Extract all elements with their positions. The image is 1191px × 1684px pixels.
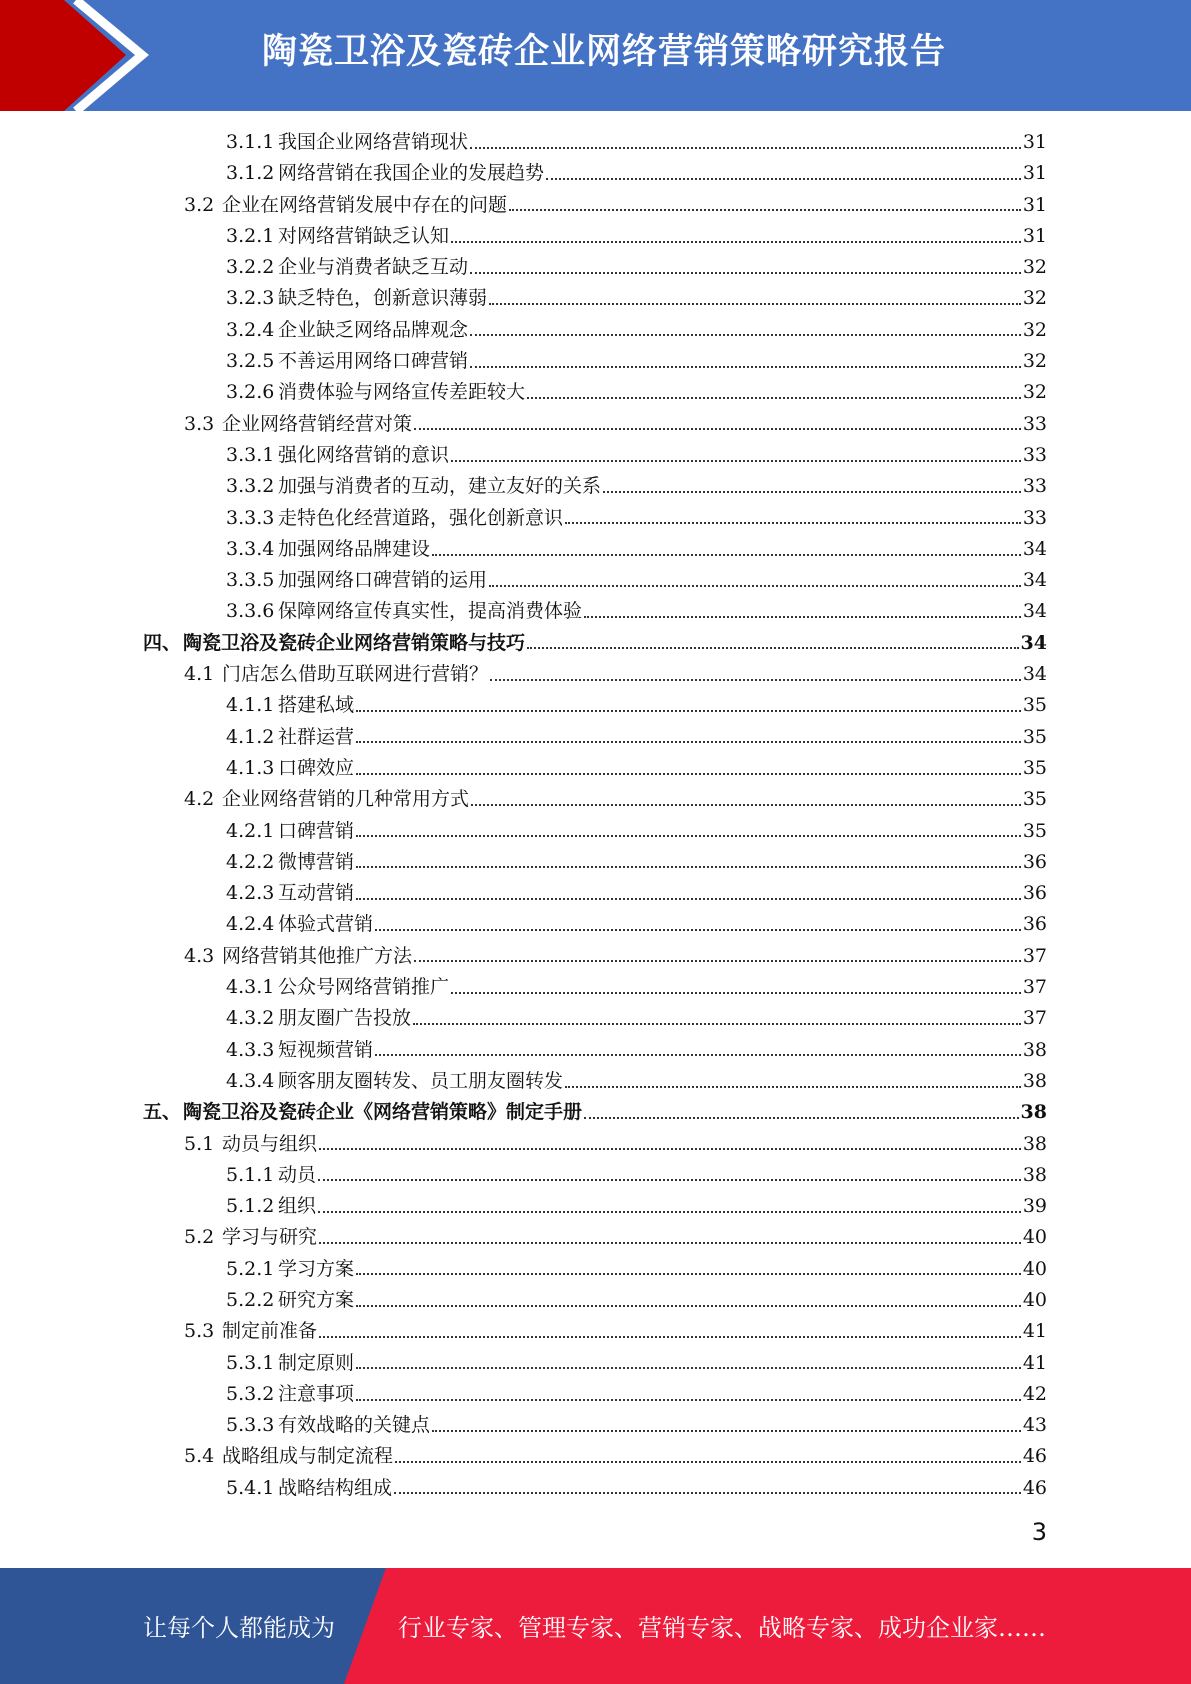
toc-entry-page: 33 [1022, 475, 1047, 498]
toc-entry-page: 32 [1022, 381, 1047, 404]
toc-entry-line [278, 221, 1047, 252]
toc-entry-title: 注意事项 [278, 1382, 355, 1405]
toc-entry-title: 企业网络营销经营对策 [222, 412, 413, 435]
toc-entry-number: 4.1.2 [226, 725, 275, 748]
toc-entry-page: 38 [1022, 1163, 1047, 1186]
toc-dot-leader [470, 364, 1021, 368]
toc-entry-title: 口碑效应 [278, 756, 355, 779]
toc-entry-line [183, 1097, 1047, 1128]
toc-entry-line [278, 878, 1047, 909]
toc-entry-number: 4.3.4 [226, 1069, 275, 1092]
toc-entry[interactable] [0, 127, 1191, 158]
toc-entry-page: 32 [1022, 287, 1047, 310]
toc-entry-line [278, 1003, 1047, 1034]
toc-entry-title: 口碑营销 [278, 819, 355, 842]
toc-entry-line [222, 1316, 1047, 1347]
toc-dot-leader [432, 1428, 1021, 1432]
toc-entry-number: 5.2.2 [226, 1288, 275, 1311]
toc-entry-number: 3.1.2 [226, 162, 275, 185]
toc-entry-page: 38 [1020, 1101, 1047, 1124]
toc-entry-number: 4.3 [184, 944, 215, 967]
toc-entry-line [278, 1066, 1047, 1097]
toc-entry-number: 3.2.3 [226, 287, 275, 310]
toc-entry-line [278, 252, 1047, 283]
toc-dot-leader [527, 395, 1021, 399]
page-footer [0, 1568, 1191, 1684]
toc-entry[interactable] [0, 722, 1191, 753]
toc-entry-number: 3.3.5 [226, 569, 275, 592]
footer-slogan-right: 行业专家、管理专家、营销专家、战略专家、成功企业家…… [398, 1614, 1046, 1642]
toc-entry-number: 4.2.1 [226, 819, 275, 842]
toc-entry[interactable] [0, 1285, 1191, 1316]
toc-entry-number: 5.3.2 [226, 1382, 275, 1405]
toc-entry[interactable] [0, 690, 1191, 721]
toc-entry-title: 朋友圈广告投放 [278, 1007, 412, 1030]
toc-entry[interactable] [0, 878, 1191, 909]
toc-entry[interactable] [0, 503, 1191, 534]
toc-entry[interactable] [0, 409, 1191, 440]
toc-dot-leader [414, 958, 1021, 962]
toc-entry[interactable] [0, 909, 1191, 940]
footer-slogan-left: 让每个人都能成为 [143, 1614, 335, 1642]
toc-dot-leader [584, 614, 1021, 618]
toc-entry[interactable] [0, 252, 1191, 283]
toc-dot-leader [356, 896, 1021, 900]
toc-entry[interactable] [0, 628, 1191, 659]
toc-entry[interactable] [0, 440, 1191, 471]
toc-entry-page: 32 [1022, 318, 1047, 341]
toc-entry[interactable] [0, 377, 1191, 408]
toc-entry-page: 43 [1022, 1414, 1047, 1437]
toc-entry-line [278, 283, 1047, 314]
toc-dot-leader [395, 1459, 1021, 1463]
toc-entry-line [278, 753, 1047, 784]
toc-entry[interactable] [0, 221, 1191, 252]
toc-entry-title: 企业网络营销的几种常用方式 [222, 788, 470, 811]
toc-entry-number: 5.2 [184, 1226, 215, 1249]
toc-entry-title: 消费体验与网络宣传差距较大 [278, 381, 526, 404]
toc-entry-line [278, 346, 1047, 377]
toc-entry-line [278, 315, 1047, 346]
toc-dot-leader [356, 708, 1021, 712]
toc-entry-line [278, 1035, 1047, 1066]
toc-dot-leader [356, 1303, 1021, 1307]
toc-entry-title: 公众号网络营销推广 [278, 976, 450, 999]
toc-dot-leader [375, 1052, 1021, 1056]
toc-entry-number: 3.3 [184, 412, 215, 435]
toc-entry-page: 33 [1022, 412, 1047, 435]
toc-entry-number: 4.2.3 [226, 882, 275, 905]
toc-dot-leader [356, 864, 1021, 868]
toc-entry-page: 33 [1022, 443, 1047, 466]
toc-dot-leader [489, 583, 1021, 587]
toc-entry[interactable] [0, 941, 1191, 972]
toc-entry-line [183, 628, 1047, 659]
toc-entry-title: 动员与组织 [222, 1132, 318, 1155]
toc-entry-line [278, 1348, 1047, 1379]
toc-dot-leader [356, 739, 1021, 743]
toc-entry-title: 企业与消费者缺乏互动 [278, 256, 469, 279]
toc-entry-number: 3.3.6 [226, 600, 275, 623]
toc-entry-page: 31 [1022, 193, 1047, 216]
toc-dot-leader [414, 426, 1021, 430]
toc-entry-line [278, 158, 1047, 189]
toc-dot-leader [319, 1334, 1021, 1338]
toc-entry-title: 制定原则 [278, 1351, 355, 1374]
toc-dot-leader [413, 1021, 1021, 1025]
toc-entry[interactable] [0, 190, 1191, 221]
toc-entry[interactable] [0, 158, 1191, 189]
toc-entry-number: 3.2.2 [226, 256, 275, 279]
toc-dot-leader [451, 458, 1021, 462]
toc-entry-line [278, 722, 1047, 753]
toc-entry-line [222, 190, 1047, 221]
toc-entry[interactable] [0, 1441, 1191, 1472]
toc-entry-number: 3.3.1 [226, 443, 275, 466]
toc-entry-page: 32 [1022, 350, 1047, 373]
toc-entry-line [278, 1191, 1047, 1222]
toc-entry-number: 四、 [143, 631, 182, 654]
toc-entry-title: 保障网络宣传真实性，提高消费体验 [278, 600, 583, 623]
toc-entry-title: 企业缺乏网络品牌观念 [278, 318, 469, 341]
toc-dot-leader [489, 301, 1021, 305]
toc-entry-line [278, 909, 1047, 940]
toc-entry[interactable] [0, 1473, 1191, 1504]
toc-entry[interactable] [0, 315, 1191, 346]
toc-dot-leader [470, 270, 1021, 274]
toc-entry-title: 加强与消费者的互动，建立友好的关系 [278, 475, 602, 498]
toc-entry-line [222, 784, 1047, 815]
toc-entry[interactable] [0, 534, 1191, 565]
toc-entry-number: 5.2.1 [226, 1257, 275, 1280]
toc-entry-page: 36 [1022, 913, 1047, 936]
toc-entry-page: 40 [1022, 1226, 1047, 1249]
toc-entry-line [278, 471, 1047, 502]
toc-entry-page: 34 [1022, 663, 1047, 686]
toc-entry-line [222, 1222, 1047, 1253]
header-red-chevron [0, 0, 126, 111]
toc-entry-title: 强化网络营销的意识 [278, 443, 450, 466]
page-number: 3 [1031, 1518, 1047, 1546]
toc-entry[interactable] [0, 283, 1191, 314]
toc-entry-page: 34 [1022, 569, 1047, 592]
toc-entry-number: 4.2.4 [226, 913, 275, 936]
toc-entry-title: 微博营销 [278, 850, 355, 873]
toc-entry-number: 5.4.1 [226, 1476, 275, 1499]
toc-entry-line [278, 1254, 1047, 1285]
toc-entry-title: 学习方案 [278, 1257, 355, 1280]
toc-entry-page: 42 [1022, 1382, 1047, 1405]
toc-entry-line [278, 377, 1047, 408]
toc-entry[interactable] [0, 847, 1191, 878]
toc-entry-title: 动员 [278, 1163, 317, 1186]
toc-dot-leader [451, 239, 1021, 243]
toc-entry[interactable] [0, 596, 1191, 627]
toc-entry-line [222, 1441, 1047, 1472]
toc-dot-leader [319, 1146, 1021, 1150]
toc-entry-number: 3.2 [184, 193, 215, 216]
toc-dot-leader [490, 677, 1021, 681]
toc-entry-page: 38 [1022, 1038, 1047, 1061]
toc-entry-page: 40 [1022, 1288, 1047, 1311]
toc-entry-line [278, 534, 1047, 565]
toc-dot-leader [356, 833, 1021, 837]
toc-entry-number: 3.1.1 [226, 131, 275, 153]
toc-dot-leader [318, 1209, 1021, 1213]
toc-entry[interactable] [0, 1222, 1191, 1253]
toc-entry[interactable] [0, 1097, 1191, 1128]
toc-entry-title: 陶瓷卫浴及瓷砖企业《网络营销策略》制定手册 [183, 1101, 583, 1124]
toc-entry-line [278, 1473, 1047, 1504]
toc-entry-title: 制定前准备 [222, 1320, 318, 1343]
toc-entry-line [278, 1379, 1047, 1410]
toc-entry-page: 39 [1022, 1195, 1047, 1218]
toc-entry-number: 4.2.2 [226, 850, 275, 873]
toc-entry[interactable] [0, 1129, 1191, 1160]
toc-entry[interactable] [0, 1316, 1191, 1347]
toc-entry-number: 5.1.1 [226, 1163, 275, 1186]
toc-dot-leader [356, 771, 1021, 775]
toc-entry-title: 顾客朋友圈转发、员工朋友圈转发 [278, 1069, 564, 1092]
toc-entry-line [278, 690, 1047, 721]
toc-entry-number: 3.3.3 [226, 506, 275, 529]
toc-dot-leader [356, 1365, 1021, 1369]
toc-entry-number: 3.2.6 [226, 381, 275, 404]
toc-dot-leader [394, 1490, 1021, 1494]
toc-entry-title: 研究方案 [278, 1288, 355, 1311]
toc-entry-page: 31 [1022, 224, 1047, 247]
toc-entry[interactable] [0, 753, 1191, 784]
toc-entry[interactable] [0, 972, 1191, 1003]
toc-entry-number: 5.3.3 [226, 1414, 275, 1437]
toc-entry-line [278, 596, 1047, 627]
toc-entry[interactable] [0, 1160, 1191, 1191]
toc-dot-leader [509, 207, 1021, 211]
toc-entry-page: 36 [1022, 850, 1047, 873]
toc-entry-title: 搭建私域 [278, 694, 355, 717]
toc-dot-leader [470, 145, 1021, 149]
toc-entry-page: 34 [1020, 631, 1047, 654]
toc-entry[interactable] [0, 565, 1191, 596]
toc-entry-page: 32 [1022, 256, 1047, 279]
toc-entry-title: 加强网络品牌建设 [278, 537, 431, 560]
toc-entry-line [278, 503, 1047, 534]
toc-entry-title: 缺乏特色，创新意识薄弱 [278, 287, 488, 310]
toc-entry[interactable] [0, 1348, 1191, 1379]
toc-entry-line [278, 1410, 1047, 1441]
toc-entry-number: 3.2.5 [226, 350, 275, 373]
toc-entry-title: 学习与研究 [222, 1226, 318, 1249]
toc-entry-number: 3.3.2 [226, 475, 275, 498]
toc-entry-line [222, 941, 1047, 972]
toc-entry-line [278, 565, 1047, 596]
toc-dot-leader [527, 645, 1019, 649]
toc-entry-number: 五、 [143, 1101, 182, 1124]
toc-entry-title: 对网络营销缺乏认知 [278, 224, 450, 247]
toc-dot-leader [318, 1177, 1021, 1181]
toc-entry-line [278, 972, 1047, 1003]
page-header [0, 0, 1191, 111]
toc-entry-title: 加强网络口碑营销的运用 [278, 569, 488, 592]
toc-entry-page: 46 [1022, 1445, 1047, 1468]
toc-dot-leader [451, 990, 1021, 994]
document-title: 陶瓷卫浴及瓷砖企业网络营销策略研究报告 [262, 32, 947, 72]
header-arrow-decoration [0, 0, 160, 111]
toc-dot-leader [432, 552, 1021, 556]
toc-entry-number: 3.2.4 [226, 318, 275, 341]
toc-dot-leader [470, 332, 1021, 336]
toc-entry-title: 门店怎么借助互联网进行营销？ [222, 663, 489, 686]
toc-entry-line [278, 440, 1047, 471]
toc-dot-leader [471, 802, 1021, 806]
toc-entry-number: 5.1 [184, 1132, 215, 1155]
toc-entry-number: 4.3.3 [226, 1038, 275, 1061]
toc-dot-leader [584, 1115, 1019, 1119]
toc-entry-number: 4.3.1 [226, 976, 275, 999]
toc-entry-page: 36 [1022, 882, 1047, 905]
toc-entry-number: 5.3 [184, 1320, 215, 1343]
toc-entry-title: 战略结构组成 [278, 1476, 393, 1499]
toc-entry-page: 40 [1022, 1257, 1047, 1280]
toc-entry-number: 5.4 [184, 1445, 215, 1468]
toc-entry-number: 4.1.3 [226, 756, 275, 779]
toc-entry-line [278, 1285, 1047, 1316]
toc-entry-title: 网络营销在我国企业的发展趋势 [278, 162, 545, 185]
toc-entry[interactable] [0, 1191, 1191, 1222]
toc-entry-number: 4.3.2 [226, 1007, 275, 1030]
toc-entry-page: 37 [1022, 944, 1047, 967]
toc-entry-title: 企业在网络营销发展中存在的问题 [222, 193, 508, 216]
toc-entry[interactable] [0, 471, 1191, 502]
toc-entry-title: 网络营销其他推广方法 [222, 944, 413, 967]
toc-entry-page: 31 [1022, 162, 1047, 185]
toc-entry-page: 41 [1022, 1351, 1047, 1374]
toc-dot-leader [603, 489, 1021, 493]
toc-entry[interactable] [0, 1066, 1191, 1097]
toc-entry-number: 4.1 [184, 663, 215, 686]
toc-entry-title: 组织 [278, 1195, 317, 1218]
toc-entry-line [278, 847, 1047, 878]
toc-entry-title: 体验式营销 [278, 913, 374, 936]
toc-dot-leader [356, 1397, 1021, 1401]
toc-entry-title: 不善运用网络口碑营销 [278, 350, 469, 373]
toc-entry-line [278, 816, 1047, 847]
toc-entry-page: 35 [1022, 725, 1047, 748]
toc-entry-line [278, 127, 1047, 158]
toc-entry[interactable] [0, 1410, 1191, 1441]
toc-entry[interactable] [0, 1254, 1191, 1285]
toc-entry-title: 走特色化经营道路，强化创新意识 [278, 506, 564, 529]
toc-entry-page: 34 [1022, 537, 1047, 560]
toc-entry[interactable] [0, 659, 1191, 690]
table-of-contents [0, 127, 1191, 1504]
toc-dot-leader [565, 520, 1021, 524]
toc-entry[interactable] [0, 784, 1191, 815]
toc-entry-line [222, 659, 1047, 690]
toc-entry-page: 35 [1022, 694, 1047, 717]
toc-entry-page: 38 [1022, 1069, 1047, 1092]
toc-entry-page: 46 [1022, 1476, 1047, 1499]
toc-entry-title: 战略组成与制定流程 [222, 1445, 394, 1468]
toc-entry-page: 37 [1022, 976, 1047, 999]
toc-entry-page: 35 [1022, 756, 1047, 779]
toc-entry-line [222, 409, 1047, 440]
toc-dot-leader [546, 176, 1021, 180]
toc-entry-number: 4.1.1 [226, 694, 275, 717]
toc-entry-page: 35 [1022, 819, 1047, 842]
toc-dot-leader [356, 1271, 1021, 1275]
toc-entry-title: 我国企业网络营销现状 [278, 131, 469, 153]
toc-entry-title: 社群运营 [278, 725, 355, 748]
toc-entry[interactable] [0, 1035, 1191, 1066]
toc-entry-line [222, 1129, 1047, 1160]
toc-entry-number: 3.3.4 [226, 537, 275, 560]
toc-entry-page: 34 [1022, 600, 1047, 623]
toc-entry-title: 有效战略的关键点 [278, 1414, 431, 1437]
toc-entry-number: 3.2.1 [226, 224, 275, 247]
toc-dot-leader [565, 1084, 1021, 1088]
toc-entry-number: 4.2 [184, 788, 215, 811]
toc-entry[interactable] [0, 1379, 1191, 1410]
toc-entry-page: 37 [1022, 1007, 1047, 1030]
toc-entry-title: 互动营销 [278, 882, 355, 905]
toc-entry[interactable] [0, 816, 1191, 847]
toc-entry[interactable] [0, 1003, 1191, 1034]
toc-entry-line [278, 1160, 1047, 1191]
toc-entry-number: 5.3.1 [226, 1351, 275, 1374]
toc-entry-page: 33 [1022, 506, 1047, 529]
toc-entry-page: 41 [1022, 1320, 1047, 1343]
toc-entry-page: 31 [1022, 131, 1047, 153]
toc-entry-page: 35 [1022, 788, 1047, 811]
toc-entry[interactable] [0, 346, 1191, 377]
toc-entry-page: 38 [1022, 1132, 1047, 1155]
toc-entry-number: 5.1.2 [226, 1195, 275, 1218]
toc-entry-title: 陶瓷卫浴及瓷砖企业网络营销策略与技巧 [183, 631, 526, 654]
toc-dot-leader [319, 1240, 1021, 1244]
toc-entry-title: 短视频营销 [278, 1038, 374, 1061]
toc-dot-leader [375, 927, 1021, 931]
